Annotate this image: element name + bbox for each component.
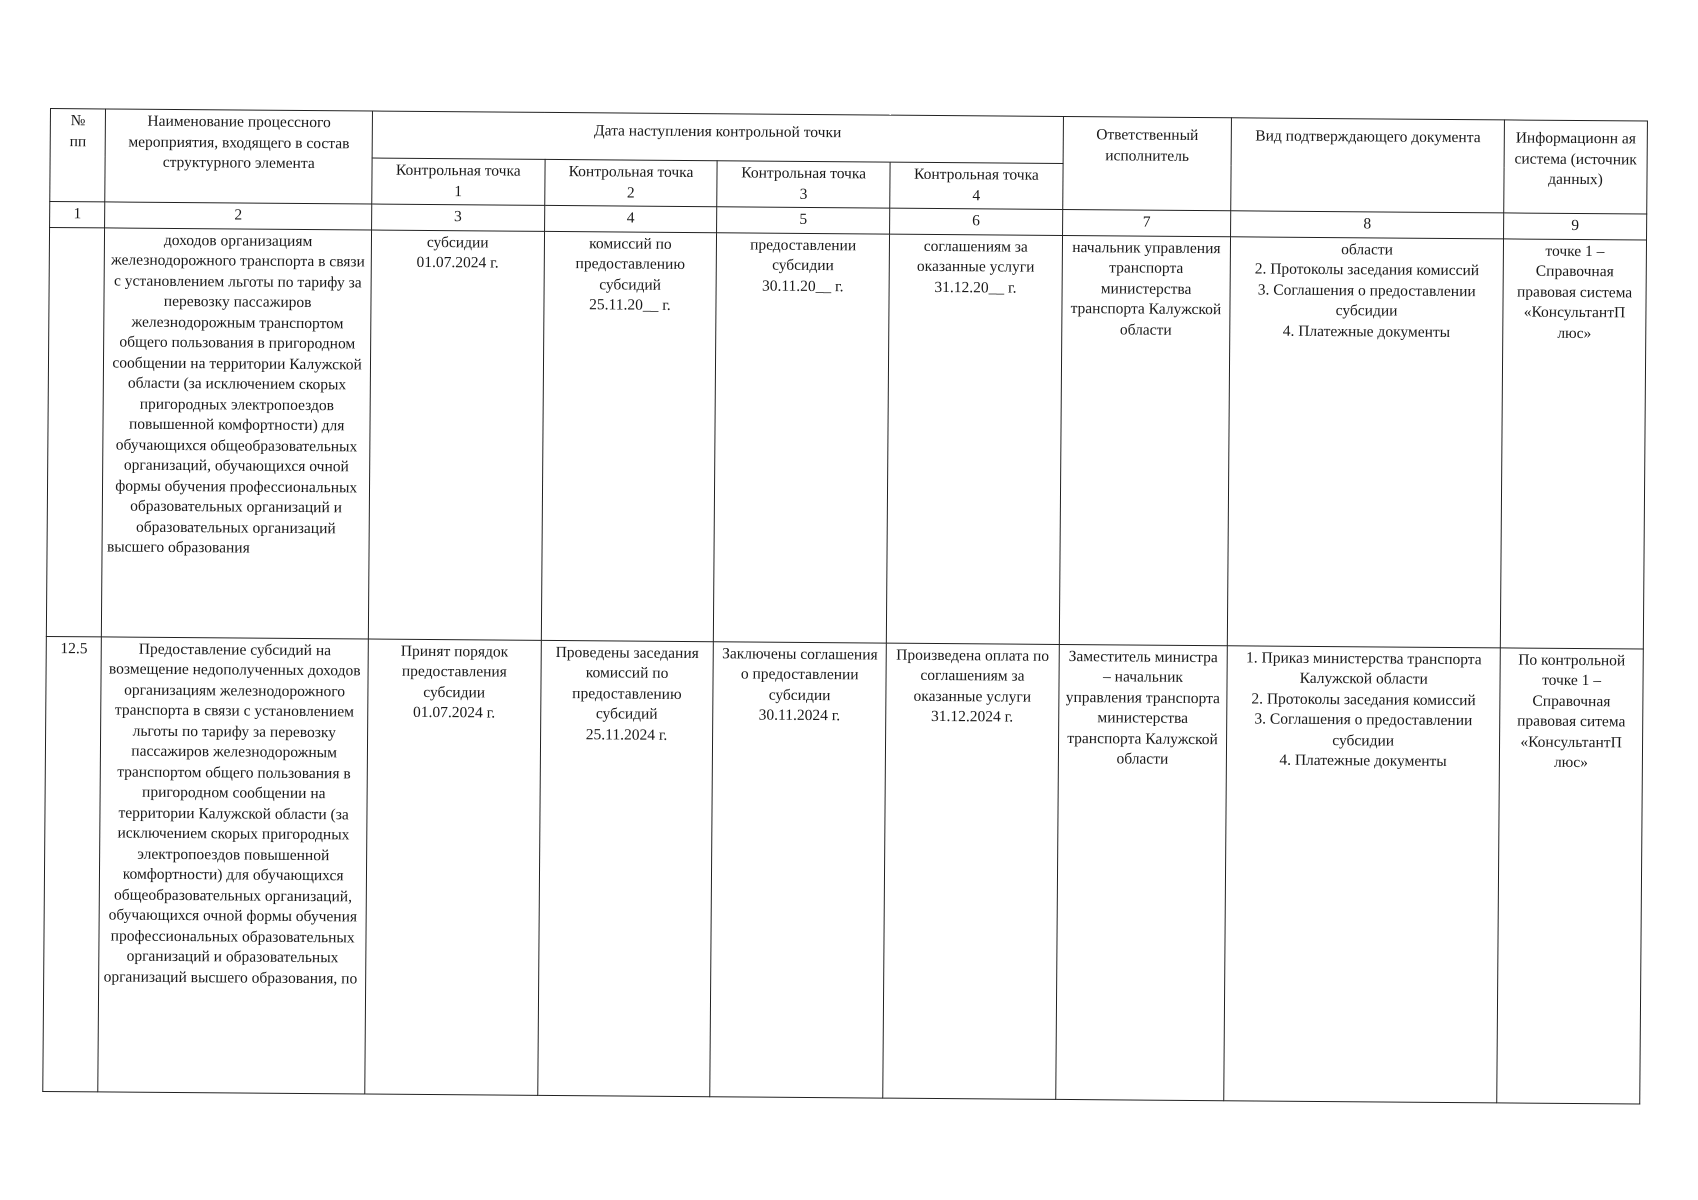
col-number: 5 <box>717 207 890 234</box>
col-number: 4 <box>544 205 717 232</box>
row-cp2: комиссий по предоставлению субсидий 25.11.20__ г. <box>541 231 717 641</box>
document-sheet <box>42 108 1648 1104</box>
header-cp1: Контрольная точка 1 <box>372 158 545 205</box>
row-document: 1. Приказ министерства транспорта Калужской области 2. Протоколы заседания комиссий 3. Соглашения о предоставлении субсидии 4. Платежные документы <box>1224 645 1500 1102</box>
header-document: Вид подтверждающего документа <box>1231 118 1505 213</box>
row-info-system: По контрольной точке 1 – Справочная правовая ситема «КонсультантП люс» <box>1497 647 1643 1103</box>
header-responsible: Ответственный исполнитель <box>1063 116 1232 210</box>
row-num <box>46 227 105 636</box>
col-number: 7 <box>1062 209 1231 236</box>
table-row <box>43 636 1644 1104</box>
row-document: области 2. Протоколы заседания комиссий 3. Соглашения о предоставлении субсидии 4. Платежные документы <box>1228 236 1504 647</box>
col-number: 9 <box>1504 213 1647 240</box>
col-number: 2 <box>105 202 372 230</box>
header-cp2: Контрольная точка 2 <box>544 159 717 206</box>
header-row-1 <box>50 109 1647 169</box>
row-cp2: Проведены заседания комиссий по предоставлению субсидий 25.11.2024 г. <box>537 640 713 1096</box>
row-responsible: начальник управления транспорта министерства транспорта Калужской области <box>1059 235 1231 645</box>
header-cp4: Контрольная точка 4 <box>890 162 1063 209</box>
col-number: 3 <box>371 204 544 231</box>
row-cp4: соглашениям за оказанные услуги 31.12.20__ г. <box>886 234 1062 644</box>
col-number: 1 <box>50 202 106 228</box>
header-cp3: Контрольная точка 3 <box>717 161 890 208</box>
row-cp3: предоставлении субсидии 30.11.20__ г. <box>714 232 890 642</box>
row-responsible: Заместитель министра – начальник управления транспорта министерства транспорта Калужской области <box>1056 644 1228 1100</box>
header-info-system: Информационн ая система (источник данных) <box>1504 120 1648 214</box>
col-number: 8 <box>1231 211 1504 239</box>
header-num: № пп <box>50 109 106 202</box>
row-cp1: субсидии 01.07.2024 г. <box>368 230 544 640</box>
table-row <box>46 227 1646 649</box>
row-cp4: Произведена оплата по соглашениям за оказанные услуги 31.12.2024 г. <box>883 643 1059 1099</box>
row-num: 12.5 <box>43 636 102 1091</box>
row-cp1: Принят порядок предоставления субсидии 01.07.2024 г. <box>365 639 541 1095</box>
header-name: Наименование процессного мероприятия, входящего в состав структурного элемента <box>105 109 372 204</box>
header-date-group: Дата наступления контрольной точки <box>372 111 1063 163</box>
row-cp3: Заключены соглашения о предоставлении субсидии 30.11.2024 г. <box>710 641 886 1097</box>
row-name: доходов организациям железнодорожного транспорта в связи с установлением льготы по тарифу за перевозку пассажиров железнодорожным транспортом общего пользования в пригородном сообщении на территории Калужской области (за исключением скорых пригородных электропоездов повышенной комфортности) для обучающихся общеобразовательных организаций, обучающихся очной формы обучения профессиональных образовательных организаций и образовательных организаций высшего образования <box>102 227 372 638</box>
row-name: Предоставление субсидий на возмещение недополученных доходов организациям железнодорожного транспорта в связи с установлением льготы по тарифу за перевозку пассажиров железнодорожным транспортом общего пользования в пригородном сообщении на территории Калужской области (за исключением скорых пригородных электропоездов повышенной комфортности) для обучающихся общеобразовательных организаций, обучающихся очной формы обучения профессиональных образовательных организаций и образовательных организаций высшего образования, по <box>98 636 368 1093</box>
row-info-system: точке 1 – Справочная правовая система «КонсультантП люс» <box>1500 238 1646 648</box>
col-number: 6 <box>890 208 1063 235</box>
control-points-table <box>42 108 1648 1104</box>
